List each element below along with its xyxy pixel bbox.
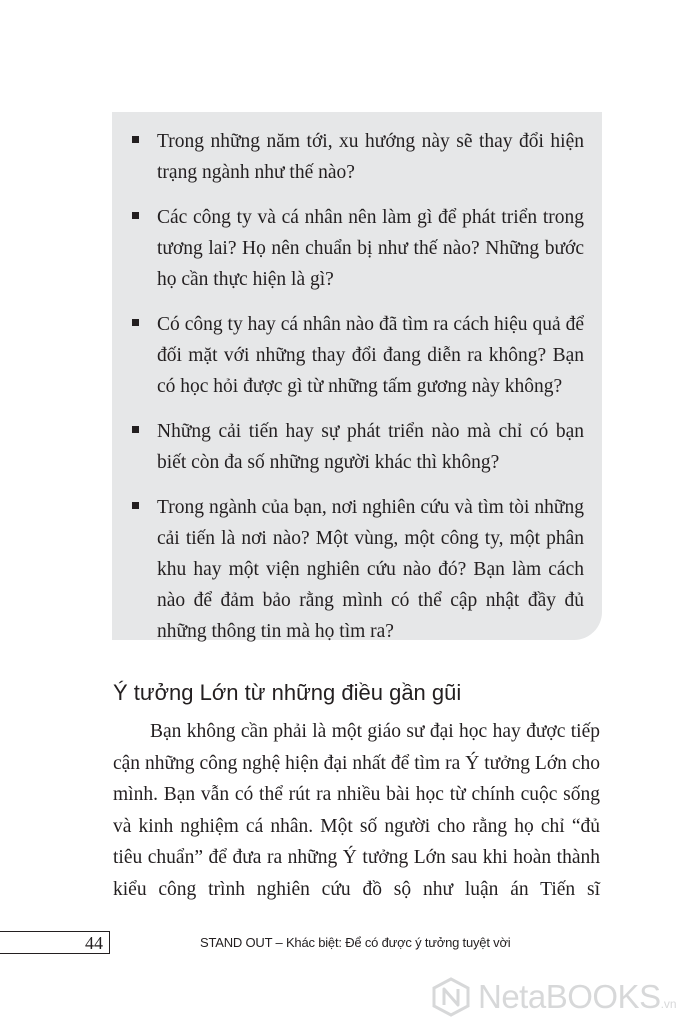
- square-bullet-icon: [132, 319, 139, 326]
- page-number: 44: [85, 933, 103, 953]
- bullet-text: Những cải tiến hay sự phát triển nào mà chỉ có bạn biết còn đa số những người khác thì không?: [157, 421, 584, 473]
- square-bullet-icon: [132, 136, 139, 143]
- watermark-brand: NetaBOOKS: [478, 978, 661, 1015]
- square-bullet-icon: [132, 502, 139, 509]
- bullet-text: Các công ty và cá nhân nên làm gì để phát triển trong tương lai? Họ nên chuẩn bị như thế nào? Những bước họ cần thực hiện là gì?: [157, 207, 584, 290]
- list-item: [132, 202, 584, 295]
- bullet-text: Trong những năm tới, xu hướng này sẽ thay đổi hiện trạng ngành như thế nào?: [157, 131, 584, 183]
- bullet-list: [132, 126, 584, 661]
- square-bullet-icon: [132, 212, 139, 219]
- running-title: STAND OUT – Khác biệt: Để có được ý tưởng tuyệt vời: [200, 935, 511, 950]
- netabooks-logo-icon: [430, 977, 472, 1017]
- watermark: [430, 975, 700, 1019]
- page-number-box: [0, 931, 110, 954]
- section-heading: Ý tưởng Lớn từ những điều gần gũi: [113, 680, 462, 705]
- list-item: [132, 492, 584, 647]
- body-paragraph: Bạn không cần phải là một giáo sư đại học hay được tiếp cận những công nghệ hiện đại nhất để tìm ra Ý tưởng Lớn cho mình. Bạn vẫn có thể rút ra nhiều bài học từ chính cuộc sống và kinh nghiệm cá nhân. Một số người cho rằng họ chỉ “đủ tiêu chuẩn” để đưa ra những Ý tưởng Lớn sau khi hoàn thành kiểu công trình nghiên cứu đồ sộ như luận án Tiến sĩ: [113, 721, 600, 900]
- list-item: [132, 126, 584, 188]
- list-item: [132, 416, 584, 478]
- watermark-text: [478, 977, 677, 1024]
- bullet-text: Trong ngành của bạn, nơi nghiên cứu và tìm tòi những cải tiến là nơi nào? Một vùng, một công ty, một phân khu hay một viện nghiên cứu nào đó? Bạn làm cách nào để đảm bảo rằng mình có thể cập nhật đầy đủ những thông tin mà họ tìm ra?: [157, 497, 584, 642]
- watermark-suffix: .vn: [660, 997, 677, 1011]
- bullet-text: Có công ty hay cá nhân nào đã tìm ra cách hiệu quả để đối mặt với những thay đổi đang diễn ra không? Bạn có học hỏi được gì từ những tấm gương này không?: [157, 314, 584, 397]
- square-bullet-icon: [132, 426, 139, 433]
- list-item: [132, 309, 584, 402]
